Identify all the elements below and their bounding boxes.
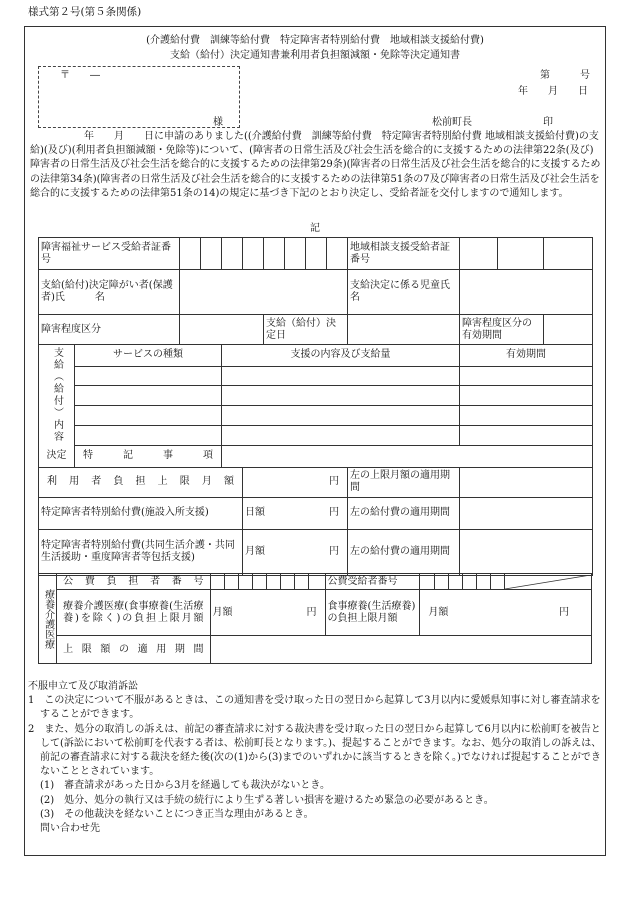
care-monthly-label: 月額 xyxy=(212,606,233,618)
regional-recipient-no-label: 地域相談支援受給者証番号 xyxy=(348,238,460,270)
digit-cell xyxy=(285,238,306,270)
recipient-honorific: 様 xyxy=(213,117,223,128)
digit-cell xyxy=(491,574,505,590)
col-valid-period: 有効期間 xyxy=(460,345,593,367)
appeal-section xyxy=(28,680,603,836)
decision-date-value xyxy=(348,315,460,345)
medical-care-table xyxy=(38,573,592,664)
group-monthly-label: 月額 xyxy=(245,546,266,557)
digit-cell xyxy=(420,574,434,590)
public-recipient-no-label: 公費受給者番号 xyxy=(325,574,420,590)
digit-cell xyxy=(309,574,325,590)
digit-cell xyxy=(243,238,264,270)
facility-period-label: 左の給付費の適用期間 xyxy=(348,497,460,529)
child-name-label: 支給決定に係る児童氏名 xyxy=(348,270,460,315)
col-support-content: 支援の内容及び支給量 xyxy=(222,345,460,367)
level-validity-value xyxy=(544,315,593,345)
digit-cell xyxy=(224,574,238,590)
copay-limit-period-value xyxy=(460,467,593,497)
copay-limit-value: 円 xyxy=(243,467,348,497)
group-home-benefit-label: 特定障害者特別給付費(共同生活介護・共同生活援助・重度障害者等包括支援) xyxy=(39,529,243,575)
form-number-label: 様式第２号(第５条関係) xyxy=(28,6,142,18)
group-home-benefit-value xyxy=(243,529,348,575)
digit-cell xyxy=(462,574,476,590)
digit-cell xyxy=(306,238,327,270)
digit-cell xyxy=(180,238,201,270)
contact-label: 問い合わせ先 xyxy=(40,823,100,835)
appeal-paragraph-1: 1 この決定について不服があるときは、この通知書を受け取った日の翌日から起算して3月以内に愛媛県知事に対し審査請求をすることができます。 xyxy=(28,695,601,721)
copay-limit-label: 利用者負担上限月額 xyxy=(39,467,243,497)
period-cell xyxy=(460,386,593,406)
appeal-item-3: (3) その他裁決を経ないことにつき正当な理由があるとき。 xyxy=(40,808,314,820)
service-cell xyxy=(75,425,222,445)
group-period-label: 左の給付費の適用期間 xyxy=(348,529,460,575)
digit-cell xyxy=(238,574,252,590)
group-period-value xyxy=(460,529,593,575)
diagonal-line xyxy=(505,575,591,589)
decision-recipient-name-value xyxy=(180,270,348,315)
digit-cell xyxy=(295,574,309,590)
food-yen-unit: 円 xyxy=(559,606,569,618)
digit-cell xyxy=(267,574,281,590)
diagonal-cell xyxy=(505,574,592,590)
seal-mark: 印 xyxy=(543,117,553,128)
digit-cell xyxy=(434,574,448,590)
digit-cell xyxy=(327,238,348,270)
digit-cell xyxy=(498,238,544,270)
document-title: 支給（給付）決定通知書兼利用者負担額減額・免除等決定通知書 xyxy=(170,50,460,61)
period-cell xyxy=(460,406,593,426)
appeal-heading: 不服申立て及び取消訴訟 xyxy=(28,681,138,692)
service-cell xyxy=(75,406,222,426)
digit-cell xyxy=(448,574,462,590)
digit-cell xyxy=(222,238,243,270)
digit-cell xyxy=(252,574,266,590)
digit-cell xyxy=(476,574,490,590)
disability-level-label: 障害程度区分 xyxy=(39,315,180,345)
facility-yen-unit: 円 xyxy=(329,507,340,518)
special-notes-label: 特 記 事 項 xyxy=(75,445,222,467)
period-cell xyxy=(460,366,593,386)
notice-body-text: 年 月 日に申請のありました((介護給付費 訓練等給付費 特定障害者特別給付費 地域相談支援給付費)の支給)(及び)(利用者負担額減額・免除等)について、(障害者の日常生活及び社会生活を総合的に支援するための法律第22条(及び)障害者の日常生活及び社会生活を総合的に支援するための法律第29条)(障害者の日常生活及び社会生活を総合的に支援するための法律第34条)(障害者の日常生活及び社会生活を総合的に支援するための法律第51条の7及び障害者の日常生活及び社会生活を総合的に支援するための法律第51条の14)の規定に基づき下記のとおり決定し、受給者証を交付しますので通知します。 xyxy=(30,131,601,199)
facility-benefit-label: 特定障害者特別給付費(施設入所支援) xyxy=(39,497,243,529)
postal-code-mark: 〒 ― xyxy=(60,70,100,81)
title-benefit-types: (介護給付費 訓練等給付費 特定障害者特別給付費 地域相談支援給付費) xyxy=(146,35,484,46)
decision-side-label: 決定 xyxy=(39,445,75,467)
issue-date: 年 月 日 xyxy=(518,86,588,97)
group-yen-unit: 円 xyxy=(329,546,340,557)
digit-cell xyxy=(544,238,593,270)
col-service-type: サービスの種類 xyxy=(75,345,222,367)
child-name-value xyxy=(460,270,593,315)
digit-cell xyxy=(281,574,295,590)
food-copay-limit-label: 食事療養(生活療養)の負担上限月額 xyxy=(325,590,420,636)
content-cell xyxy=(222,366,460,386)
appeal-item-2: (2) 処分、処分の執行又は手続の続行により生ずる著しい損害を避けるため緊急の必要があるとき。 xyxy=(40,794,494,806)
period-cell xyxy=(460,425,593,445)
food-copay-limit-value xyxy=(420,590,592,636)
food-monthly-label: 月額 xyxy=(428,606,449,618)
content-cell xyxy=(222,425,460,445)
facility-daily-label: 日額 xyxy=(245,507,266,518)
special-notes-value xyxy=(222,445,593,467)
service-cell xyxy=(75,366,222,386)
level-validity-label: 障害程度区分の有効期間 xyxy=(460,315,544,345)
digit-cell xyxy=(264,238,285,270)
public-payer-no-label: 公費負担者番号 xyxy=(57,574,210,590)
decision-date-label: 支給（給付）決定日 xyxy=(264,315,348,345)
facility-benefit-value xyxy=(243,497,348,529)
care-copay-limit-label: 療養介護医療(食事療養(生活療養)を除く)の負担上限月額 xyxy=(57,590,210,636)
limit-period-label: 上限額の適用期間 xyxy=(57,636,210,664)
service-cell xyxy=(75,386,222,406)
copay-limit-period-label: 左の上限月額の適用期間 xyxy=(348,467,460,497)
appeal-paragraph-2: 2 また、処分の取消しの訴えは、前記の審査請求に対する裁決書を受け取った日の翌日から起算して6月以内に松前町を被告として(訴訟において松前町を代表する者は、松前町長となります。)、提起することができます。なお、処分の取消しの訴えは、前記の審査請求に対する裁決を経た後(次の(1)から(3)までのいずれかに該当するときを除く。)でなければ提起することができないこととされています。 xyxy=(28,723,602,778)
limit-period-value xyxy=(210,636,591,664)
issuer-name: 松前町長 xyxy=(432,117,472,128)
digit-cell xyxy=(210,574,224,590)
decision-table xyxy=(38,237,593,576)
ki-heading: 記 xyxy=(310,223,320,234)
document-number: 第 号 xyxy=(540,70,590,81)
service-recipient-no-label: 障害福祉サービス受給者証番号 xyxy=(39,238,180,270)
care-yen-unit: 円 xyxy=(306,606,317,618)
medical-side-label: 療養介護医療 xyxy=(39,574,57,664)
care-copay-limit-value xyxy=(210,590,325,636)
decision-recipient-name-label: 支給(給付)決定障がい者(保護者)氏 名 xyxy=(39,270,180,315)
disability-level-value xyxy=(180,315,264,345)
digit-cell xyxy=(460,238,498,270)
digit-cell xyxy=(201,238,222,270)
benefit-content-side-label: 支給（給付）内容 xyxy=(39,345,75,446)
facility-period-value xyxy=(460,497,593,529)
content-cell xyxy=(222,406,460,426)
appeal-item-1: (1) 審査請求があった日から3月を経過しても裁決がないとき。 xyxy=(40,780,331,792)
content-cell xyxy=(222,386,460,406)
